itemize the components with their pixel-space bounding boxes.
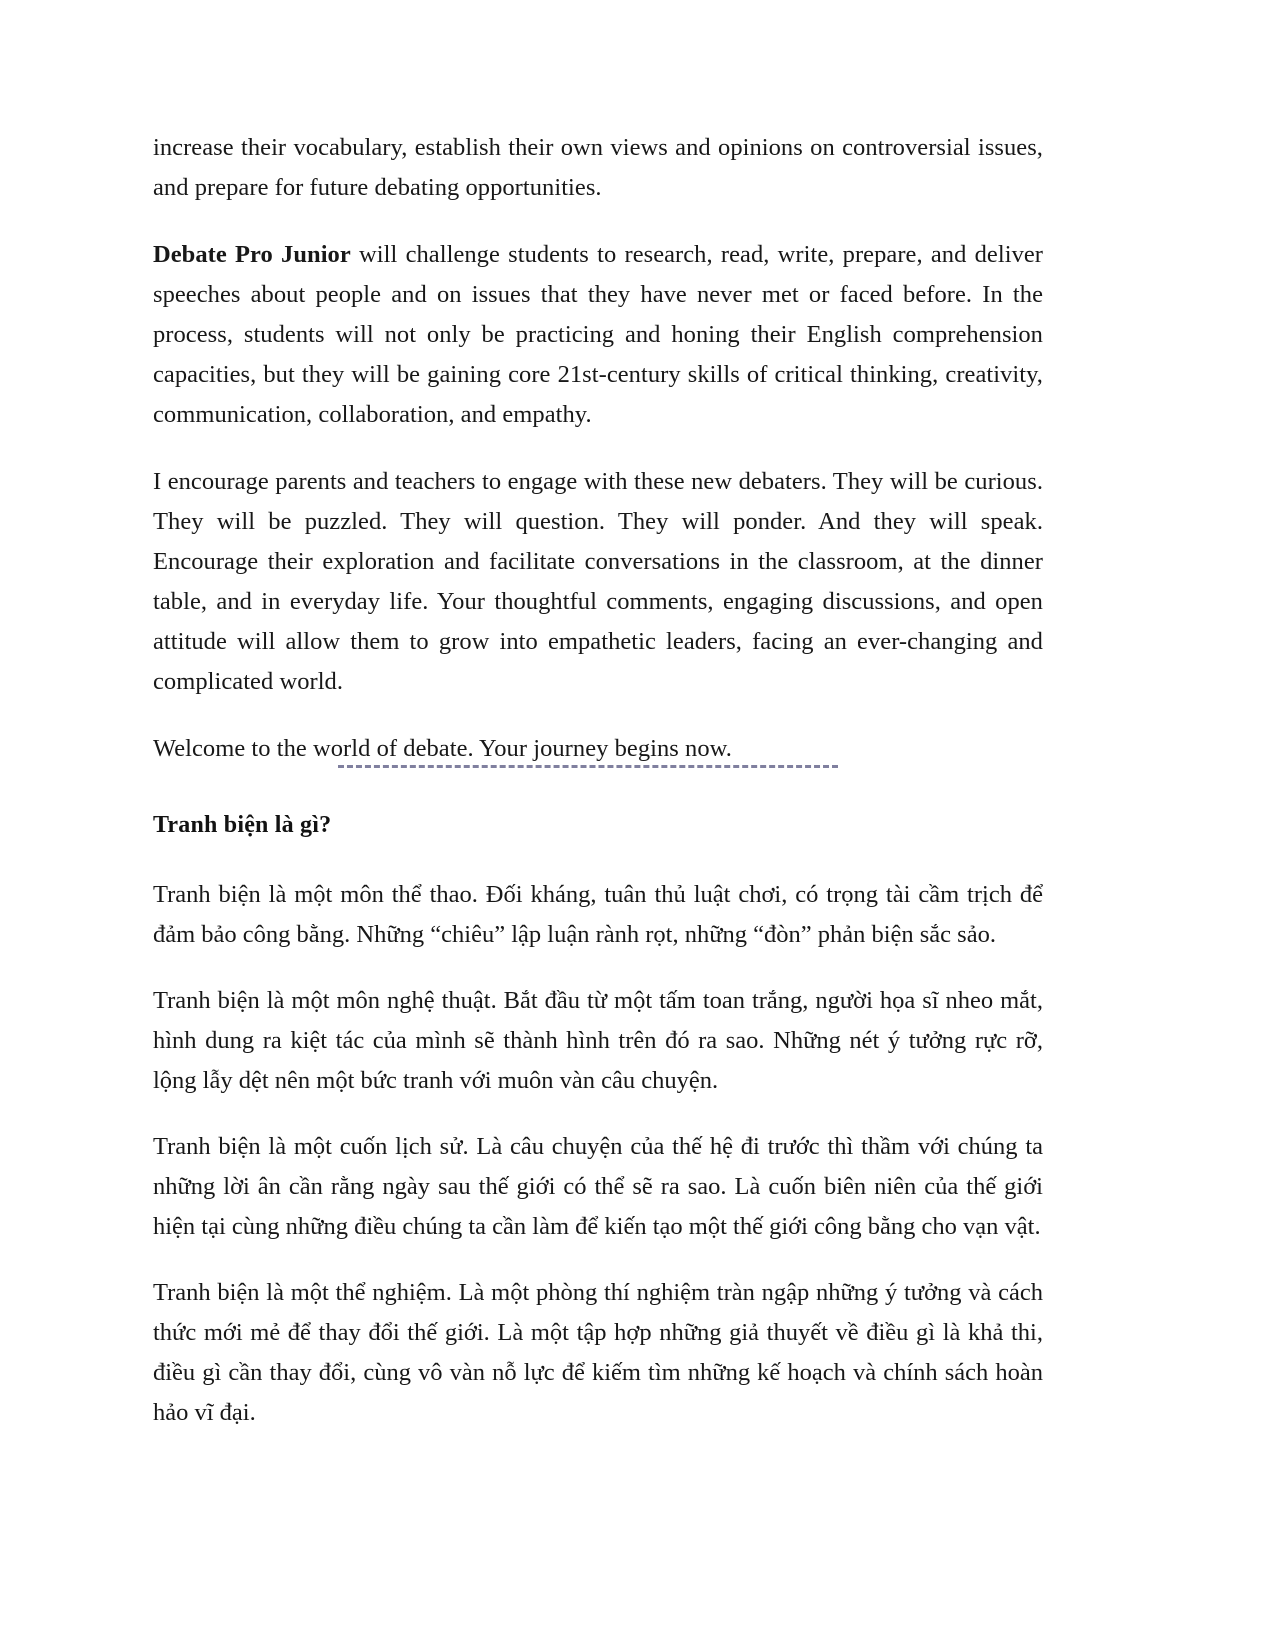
program-name-bold: Debate Pro Junior <box>153 241 351 268</box>
vietnamese-paragraph-art: Tranh biện là một môn nghệ thuật. Bắt đầu từ một tấm toan trắng, người họa sĩ nheo mắt, hình dung ra kiệt tác của mình sẽ thành hình trên đó ra sao. Những nét ý tưởng rực rỡ, lộng lẫy dệt nên một bức tranh với muôn vàn câu chuyện. <box>153 987 1043 1094</box>
paragraph-intro-continuation: increase their vocabulary, establish their own views and opinions on controversial issues, and prepare for future debating opportunities. <box>153 134 1043 201</box>
dashed-divider-rule <box>338 765 838 768</box>
paragraph-encouragement: I encourage parents and teachers to engage with these new debaters. They will be curious. They will be puzzled. They will question. They will ponder. And they will speak. Encourage their exploration and facilitate conversations in the classroom, at the dinner table, and in everyday life. Your thoughtful comments, engaging discussions, and open attitude will allow them to grow into empathetic leaders, facing an ever-changing and complicated world. <box>153 468 1043 695</box>
vietnamese-paragraph-experiment: Tranh biện là một thể nghiệm. Là một phòng thí nghiệm tràn ngập những ý tưởng và cách thức mới mẻ để thay đổi thế giới. Là một tập hợp những giả thuyết về điều gì là khả thi, điều gì cần thay đổi, cùng vô vàn nỗ lực để kiếm tìm những kế hoạch và chính sách hoàn hảo vĩ đại. <box>153 1279 1043 1426</box>
vietnamese-paragraph-sport: Tranh biện là một môn thể thao. Đối kháng, tuân thủ luật chơi, có trọng tài cầm trịch để đảm bảo công bằng. Những “chiêu” lập luận rành rọt, những “đòn” phản biện sắc sảo. <box>153 881 1043 948</box>
english-section <box>153 128 1043 769</box>
section-divider-container <box>153 735 1043 795</box>
vietnamese-section <box>153 808 1043 1433</box>
paragraph-welcome: Welcome to the world of debate. Your journey begins now. <box>153 735 732 762</box>
paragraph-debate-pro-junior-body: will challenge students to research, read, write, prepare, and deliver speeches about people and on issues that they have never met or faced before. In the process, students will not only be practicing and honing their English comprehension capacities, but they will be gaining core 21st-century skills of critical thinking, creativity, communication, collaboration, and empathy. <box>153 241 1044 428</box>
paragraph-debate-pro-junior <box>153 235 1043 435</box>
vietnamese-paragraph-history: Tranh biện là một cuốn lịch sử. Là câu chuyện của thế hệ đi trước thì thầm với chúng ta những lời ân cần rằng ngày sau thế giới có thể sẽ ra sao. Là cuốn biên niên của thế giới hiện tại cùng những điều chúng ta cần làm để kiến tạo một thế giới công bằng cho vạn vật. <box>153 1133 1043 1240</box>
vietnamese-heading: Tranh biện là gì? <box>153 812 332 838</box>
